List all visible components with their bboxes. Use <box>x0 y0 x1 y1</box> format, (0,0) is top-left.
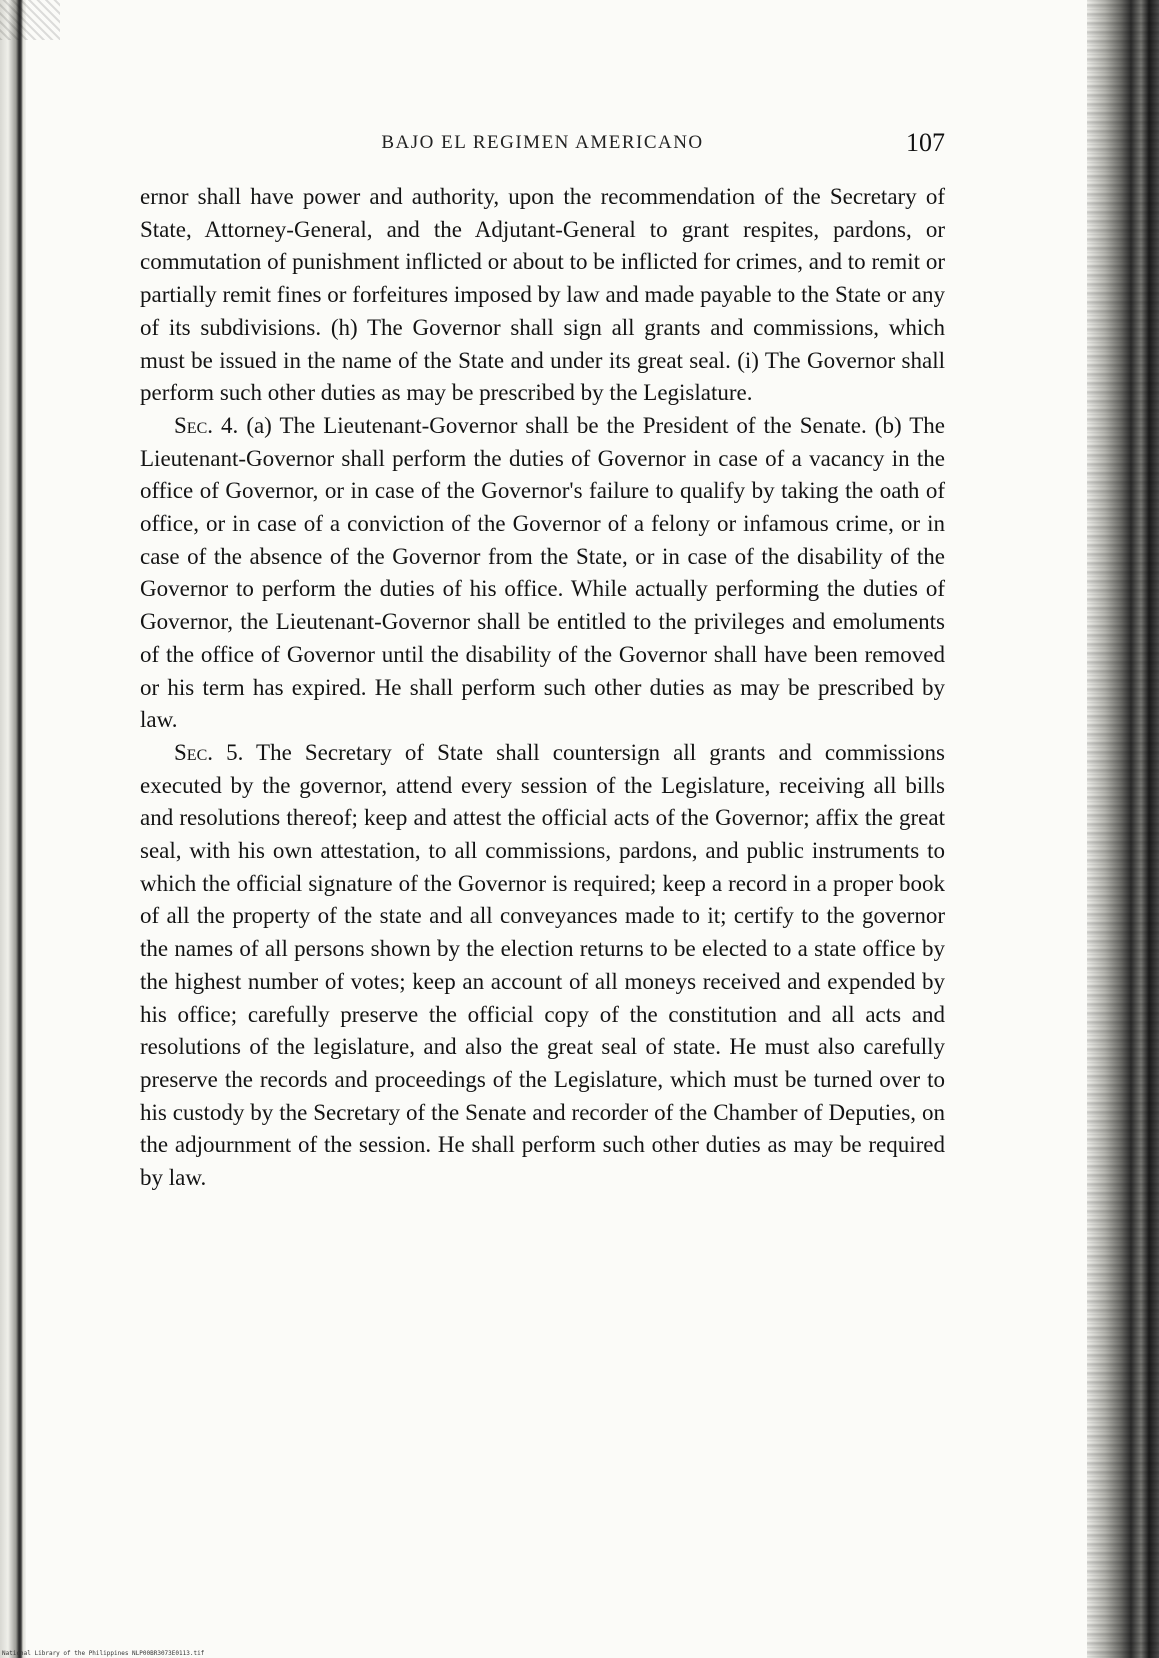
paragraph-text: ernor shall have power and authority, upon the recommendation of the Secretary of State, Attorney-General, and the Adjutant-General to grant respites, pardons, or commutation of punishment inflicted or about to be inflicted for crimes, and to remit or partially remit fines or forfeitures imposed by law and made payable to the State or any of its subdivisions. (h) The Governor shall sign all grants and commissions, which must be issued in the name of the State and under its great seal. (i) The Governor shall perform such other duties as may be prescribed by the Legislature. <box>140 184 945 406</box>
paragraph-text: The Secretary of State shall countersign all grants and commissions executed by the governor, attend every session of the Legislature, receiving all bills and resolutions thereof; keep and attest the official acts of the Governor; affix the great seal, with his own attestation, to all commissions, pardons, and public instruments to which the official signature of the Governor is required; keep a record in a proper book of all the property of the state and all conveyances made to it; certify to the governor the names of all persons shown by the election returns to be elected to a state office by the highest number of votes; keep an account of all moneys received and expended by his office; carefully preserve the official copy of the constitution and all acts and resolutions of the legislature, and also the great seal of state. He must also carefully preserve the records and proceedings of the Legislature, which must be turned over to his custody by the Secretary of the Senate and recorder of the Chamber of Deputies, on the adjournment of the session. He shall perform such other duties as may be required by law. <box>140 739 945 1191</box>
binding-edge-left <box>0 0 26 1658</box>
section-label: Sec. 5. <box>174 739 244 765</box>
section-label: Sec. 4. <box>174 412 239 438</box>
scan-credit: National Library of the Philippines NLP00BR3073E0113.tif <box>2 1650 205 1657</box>
paragraph-text: (a) The Lieutenant-Governor shall be the President of the Senate. (b) The Lieutenant-Governor shall perform the duties of Governor in case of a vacancy in the office of Governor, or in case of the Governor's failure to qualify by taking the oath of office, or in case of a conviction of the Governor of a felony or infamous crime, or in case of the absence of the Governor from the State, or in case of the disability of the Governor to perform the duties of his office. While actually performing the duties of Governor, the Lieutenant-Governor shall be entitled to the privileges and emoluments of the office of Governor until the disability of the Governor shall have been removed or his term has expired. He shall perform such other duties as may be prescribed by law. <box>140 412 945 733</box>
paragraph-sec-5 <box>140 737 945 1195</box>
page-header <box>140 128 945 168</box>
running-title: BAJO EL REGIMEN AMERICANO <box>381 132 704 153</box>
binding-edge-right <box>1087 0 1159 1658</box>
paragraph-sec-4 <box>140 410 945 737</box>
scan-speckle <box>0 0 60 40</box>
paragraph-continuation <box>140 181 945 410</box>
page-number: 107 <box>906 128 945 157</box>
body-text <box>140 181 945 1195</box>
